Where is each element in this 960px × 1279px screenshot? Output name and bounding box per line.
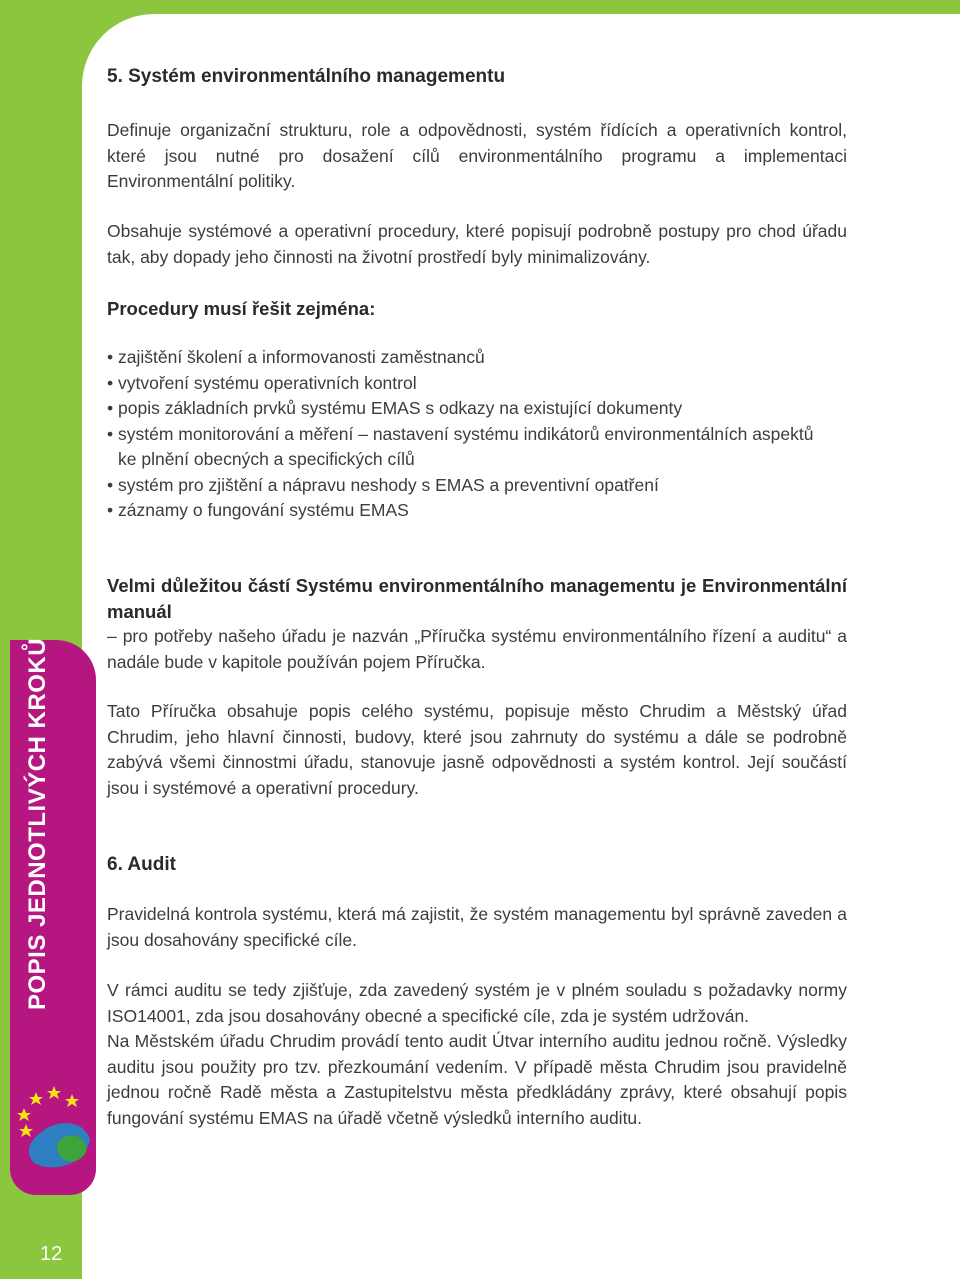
list-item: • zajištění školení a informovanosti zaměstnanců [107,345,847,371]
section-5-paragraph-2: Obsahuje systémové a operativní procedury, které popisují podrobně postupy pro chod úřadu tak, aby dopady jeho činnosti na životní prostředí byly minimalizovány. [107,221,847,267]
side-tab-label: POPIS JEDNOTLIVÝCH KROKŮ [24,637,51,1010]
list-item: • systém monitorování a měření – nastavení systému indikátorů environmentálních aspektů ke plnění obecných a specifických cílů [107,422,818,473]
section-5-paragraph-1: Definuje organizační strukturu, role a odpovědnosti, systém řídících a operativních kontrol, které jsou nutné pro dosažení cílů environmentálního programu a implementaci Environmentální politiky. [107,120,847,191]
list-item: • systém pro zjištění a nápravu neshody s EMAS a preventivní opatření [107,473,847,499]
procedures-heading: Procedury musí řešit zejména: [107,298,376,319]
manual-heading: Velmi důležitou částí Systému environmentálního managementu je Environmentální manuál [107,575,847,622]
eu-stars-logo-icon [14,1080,94,1190]
procedures-list [107,345,847,524]
section-5-paragraph-3: Tato Příručka obsahuje popis celého systému, popisuje město Chrudim a Městský úřad Chrudim, jeho hlavní činnosti, budovy, které jsou zahrnuty do systému a dále se podrobně zabývá všemi činnostmi úřadu, stanovuje jasně odpovědnosti a systém kontrol. Její součástí jsou i systémové a operativní procedury. [107,701,847,798]
section-5-heading: 5. Systém environmentálního managementu [107,66,506,87]
list-item: • vytvoření systému operativních kontrol [107,371,847,397]
section-6-paragraph-2: V rámci auditu se tedy zjišťuje, zda zavedený systém je v plném souladu s požadavky normy ISO14001, zda jsou dosahovány obecné a specifické cíle, zda je systém udržován. [107,980,847,1026]
manual-text: – pro potřeby našeho úřadu je nazván „Příručka systému environmentálního řízení a auditu“ a nadále bude v kapitole používán pojem Příručka. [107,626,847,672]
section-6-paragraph-3: Na Městském úřadu Chrudim provádí tento audit Útvar interního auditu jednou ročně. Výsledky auditu jsou použity pro tzv. přezkoumání vedením. V případě města Chrudim jsou pravidelně jednou ročně Radě města a Zastupitelstvu města předkládány zprávy, které obsahují popis fungování systému EMAS na úřadě včetně výsledků interního auditu. [107,1031,847,1128]
section-6-heading: 6. Audit [107,854,176,875]
list-item: • popis základních prvků systému EMAS s odkazy na existující dokumenty [107,396,847,422]
list-item: • záznamy o fungování systému EMAS [107,498,847,524]
page-number: 12 [40,1243,63,1265]
section-6-paragraph-1: Pravidelná kontrola systému, která má zajistit, že systém managementu byl správně zaveden a jsou dosahovány specifické cíle. [107,904,847,950]
